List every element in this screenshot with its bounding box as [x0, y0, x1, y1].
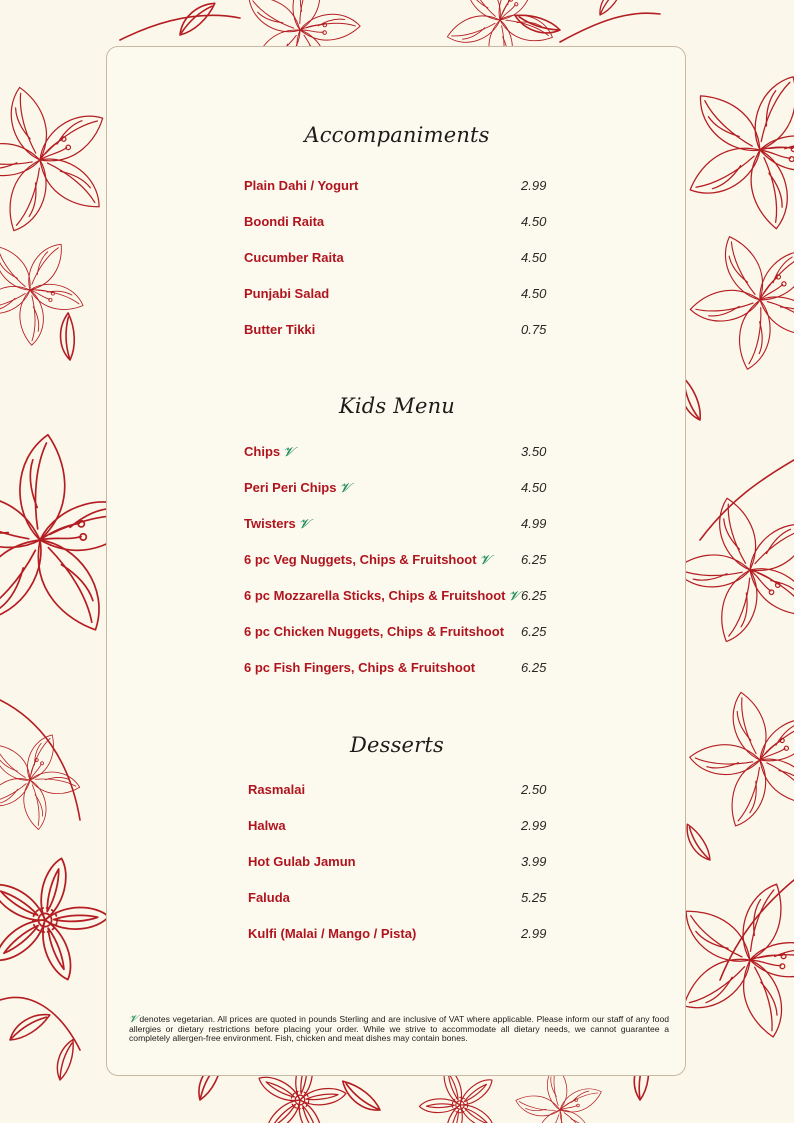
menu-item: [248, 818, 568, 838]
menu-item-name-text: 6 pc Veg Nuggets, Chips & Fruitshoot: [244, 552, 477, 567]
vegetarian-icon: 𝓥: [283, 445, 294, 460]
menu-item: [248, 782, 568, 802]
menu-item: [244, 660, 564, 680]
menu-item-name: [244, 178, 358, 193]
menu-item-name-text: Rasmalai: [248, 782, 306, 797]
menu-item: [244, 624, 564, 644]
menu-item-name-text: Boondi Raita: [244, 214, 325, 229]
menu-item-price: 2.99: [521, 818, 547, 833]
menu-item-name: [244, 624, 504, 639]
menu-item-name: [244, 444, 294, 460]
menu-item-name-text: Twisters: [244, 516, 296, 531]
menu-item: [244, 552, 564, 572]
menu-card: [106, 46, 686, 1076]
vegetarian-icon: 𝓥: [508, 589, 520, 604]
section-title-accompaniments: Accompaniments: [304, 123, 490, 147]
dietary-footnote: [129, 1015, 669, 1044]
menu-item: [248, 890, 568, 910]
menu-item-name-text: Hot Gulab Jamun: [248, 854, 356, 869]
menu-item-price: 3.99: [521, 854, 547, 869]
menu-item-name: [244, 588, 519, 604]
menu-item-name-text: Punjabi Salad: [244, 286, 330, 301]
menu-item-name-text: Halwa: [248, 818, 286, 833]
menu-item-price: 6.25: [521, 588, 547, 603]
menu-item-price: 4.50: [521, 214, 547, 229]
menu-item-name: [248, 854, 356, 869]
menu-item-price: 6.25: [521, 660, 547, 675]
menu-item: [244, 214, 564, 234]
section-title-kids-menu: Kids Menu: [338, 394, 456, 418]
vegetarian-icon: 𝓥: [339, 481, 351, 496]
menu-item: [244, 178, 564, 198]
menu-item-price: 6.25: [521, 552, 547, 567]
menu-item: [244, 322, 564, 342]
section-title-desserts: Desserts: [349, 733, 445, 757]
menu-item-price: 4.50: [521, 250, 547, 265]
menu-item-name: [244, 552, 490, 568]
menu-item-price: 6.25: [521, 624, 547, 639]
menu-item-name: [244, 214, 324, 229]
menu-item-name-text: Kulfi (Malai / Mango / Pista): [248, 926, 417, 941]
menu-item-name: [248, 818, 286, 833]
menu-item-name-text: Chips: [244, 444, 281, 459]
vegetarian-icon: 𝓥: [129, 1014, 138, 1025]
menu-item-name-text: 6 pc Chicken Nuggets, Chips & Fruitshoot: [244, 624, 505, 639]
menu-item-price: 5.25: [521, 890, 547, 905]
menu-item-name-text: Butter Tikki: [244, 322, 316, 337]
menu-item-name: [244, 286, 329, 301]
menu-item-price: 4.50: [521, 286, 547, 301]
footnote-text: denotes vegetarian. All prices are quoted in pounds Sterling and are inclusive of VAT where applicable. Please inform our staff of any food allergies or dietary restrictions before placing your order. While we strive to accommodate all dietary needs, we cannot guarantee a completely allergen-free environment. Fish, chicken and meat dishes may contain bones.: [129, 1014, 669, 1044]
menu-item-price: 4.99: [521, 516, 547, 531]
menu-item-name: [244, 480, 350, 496]
menu-item-price: 0.75: [521, 322, 547, 337]
menu-item-name: [248, 890, 290, 905]
menu-item: [244, 286, 564, 306]
menu-item-name: [248, 782, 305, 797]
menu-item-name-text: Peri Peri Chips: [244, 480, 337, 495]
menu-item-name: [244, 322, 315, 337]
vegetarian-icon: 𝓥: [298, 517, 310, 532]
menu-item-price: 2.50: [521, 782, 547, 797]
menu-item-name-text: 6 pc Mozzarella Sticks, Chips & Fruitshoot: [244, 588, 506, 603]
menu-item-name: [244, 250, 344, 265]
vegetarian-icon: 𝓥: [479, 553, 491, 568]
menu-item-name: [244, 660, 475, 675]
menu-item-name: [244, 516, 310, 532]
menu-item: [244, 250, 564, 270]
menu-item-name: [248, 926, 416, 941]
menu-item-name-text: 6 pc Fish Fingers, Chips & Fruitshoot: [244, 660, 476, 675]
menu-item: [244, 588, 564, 608]
menu-item-name-text: Faluda: [248, 890, 290, 905]
menu-item-price: 2.99: [521, 178, 547, 193]
menu-item-price: 2.99: [521, 926, 547, 941]
menu-item: [248, 854, 568, 874]
menu-item: [248, 926, 568, 946]
menu-item-name-text: Cucumber Raita: [244, 250, 344, 265]
menu-item-name-text: Plain Dahi / Yogurt: [244, 178, 359, 193]
menu-item: [244, 480, 564, 500]
menu-item-price: 4.50: [521, 480, 547, 495]
menu-item: [244, 444, 564, 464]
menu-item: [244, 516, 564, 536]
menu-item-price: 3.50: [521, 444, 547, 459]
